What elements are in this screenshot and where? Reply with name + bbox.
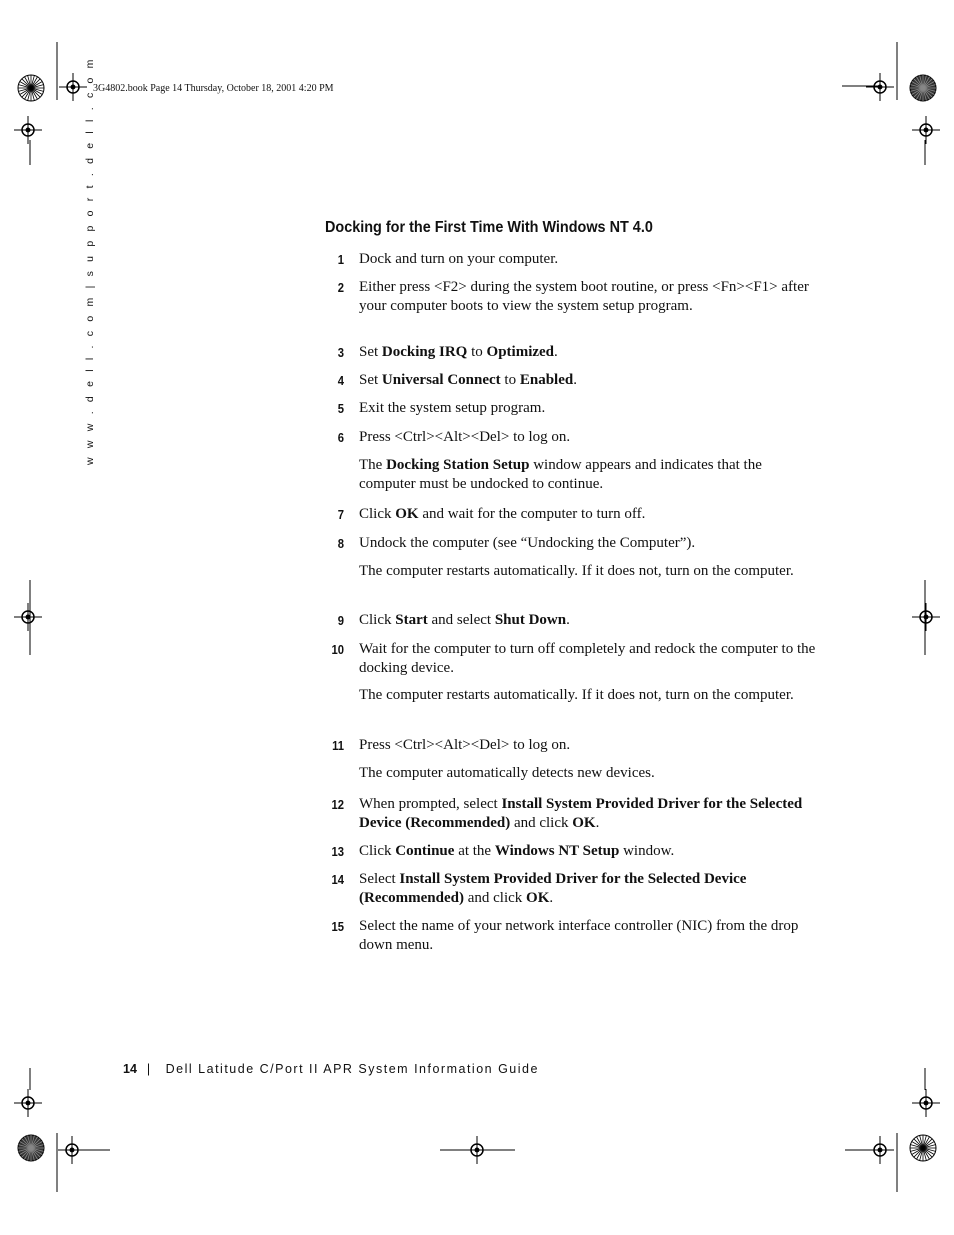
step-text: Set Universal Connect to Enabled. xyxy=(359,372,577,388)
step-number: 12 xyxy=(331,798,344,812)
step-note: The Docking Station Setup window appears and indicates that the computer must be undocked to continue. xyxy=(359,457,762,492)
step-number: 5 xyxy=(337,402,344,416)
bold-term: Start xyxy=(395,612,428,628)
bold-term: Install System Provided Driver for the Selected Device (Recommended) xyxy=(359,871,747,906)
bold-term: Docking Station Setup xyxy=(386,457,530,473)
step-text: Either press <F2> during the system boot routine, or press <Fn><F1> after your computer boots to view the system setup program. xyxy=(359,279,809,314)
bold-term: Shut Down xyxy=(494,612,567,628)
step-number: 10 xyxy=(331,643,344,657)
step-number: 8 xyxy=(337,537,344,551)
crosshair-dot xyxy=(924,128,929,133)
step-number: 6 xyxy=(337,431,344,445)
page-footer xyxy=(123,1062,539,1076)
step-note: The computer restarts automatically. If it does not, turn on the computer. xyxy=(359,563,794,579)
step-text: Select the name of your network interface controller (NIC) from the drop down menu. xyxy=(359,918,799,953)
step-text: Wait for the computer to turn off completely and redock the computer to the docking device. xyxy=(359,641,816,676)
crosshair-dot xyxy=(26,615,31,620)
step-number: 7 xyxy=(337,508,344,522)
crosshair-dot xyxy=(924,1101,929,1106)
step-text: Click Continue at the Windows NT Setup window. xyxy=(359,843,675,859)
bold-term: Continue xyxy=(395,843,455,859)
crosshair-dot xyxy=(26,128,31,133)
crosshair-dot xyxy=(26,1101,31,1106)
step-text: Set Docking IRQ to Optimized. xyxy=(359,344,558,360)
crosshair-dot xyxy=(878,85,883,90)
section-heading: Docking for the First Time With Windows NT 4.0 xyxy=(325,219,653,236)
step-number: 15 xyxy=(331,920,344,934)
step-number: 4 xyxy=(337,374,344,388)
crosshair-dot xyxy=(475,1148,480,1153)
step-text: Undock the computer (see “Undocking the Computer”). xyxy=(359,535,696,551)
step-number: 9 xyxy=(337,614,344,628)
crosshair-dot xyxy=(70,1148,75,1153)
step-text: Click Start and select Shut Down. xyxy=(359,612,570,628)
step-number: 13 xyxy=(331,845,344,859)
step-number: 1 xyxy=(337,253,344,267)
book-header-info: 3G4802.book Page 14 Thursday, October 18, 2001 4:20 PM xyxy=(93,83,334,94)
side-url-text: w w w . d e l l . c o m | s u p p o r t . d e l l . c o m xyxy=(84,56,96,465)
step-text: Click OK and wait for the computer to turn off. xyxy=(359,506,646,522)
bold-term: Install System Provided Driver for the Selected Device (Recommended) xyxy=(359,796,803,831)
step-text: Press <Ctrl><Alt><Del> to log on. xyxy=(359,737,571,753)
bold-term: Universal Connect xyxy=(381,372,501,388)
footer-separator: | xyxy=(146,1062,152,1076)
footer-title: Dell Latitude C/Port II APR System Information Guide xyxy=(165,1062,539,1076)
bold-term: Enabled xyxy=(519,372,574,388)
step-text: Exit the system setup program. xyxy=(359,400,546,416)
crosshair-dot xyxy=(924,615,929,620)
bold-term: Windows NT Setup xyxy=(494,843,620,859)
page-number: 14 xyxy=(123,1062,137,1076)
step-number: 14 xyxy=(331,873,344,887)
step-number: 11 xyxy=(332,739,344,753)
step-text: Dock and turn on your computer. xyxy=(359,251,559,267)
step-text: When prompted, select Install System Provided Driver for the Selected Device (Recommended) and click OK. xyxy=(359,796,803,831)
step-note: The computer restarts automatically. If it does not, turn on the computer. xyxy=(359,687,794,703)
step-note: The computer automatically detects new devices. xyxy=(359,765,655,781)
bold-term: Docking IRQ xyxy=(381,344,468,360)
bold-term: OK xyxy=(395,506,419,522)
crosshair-dot xyxy=(878,1148,883,1153)
step-number: 3 xyxy=(337,346,344,360)
step-text: Press <Ctrl><Alt><Del> to log on. xyxy=(359,429,571,445)
bold-term: OK xyxy=(526,890,550,906)
step-number: 2 xyxy=(337,281,344,295)
crosshair-dot xyxy=(71,85,76,90)
bold-term: OK xyxy=(572,815,596,831)
step-text: Select Install System Provided Driver for the Selected Device (Recommended) and click OK. xyxy=(359,871,747,906)
bold-term: Optimized xyxy=(486,344,555,360)
